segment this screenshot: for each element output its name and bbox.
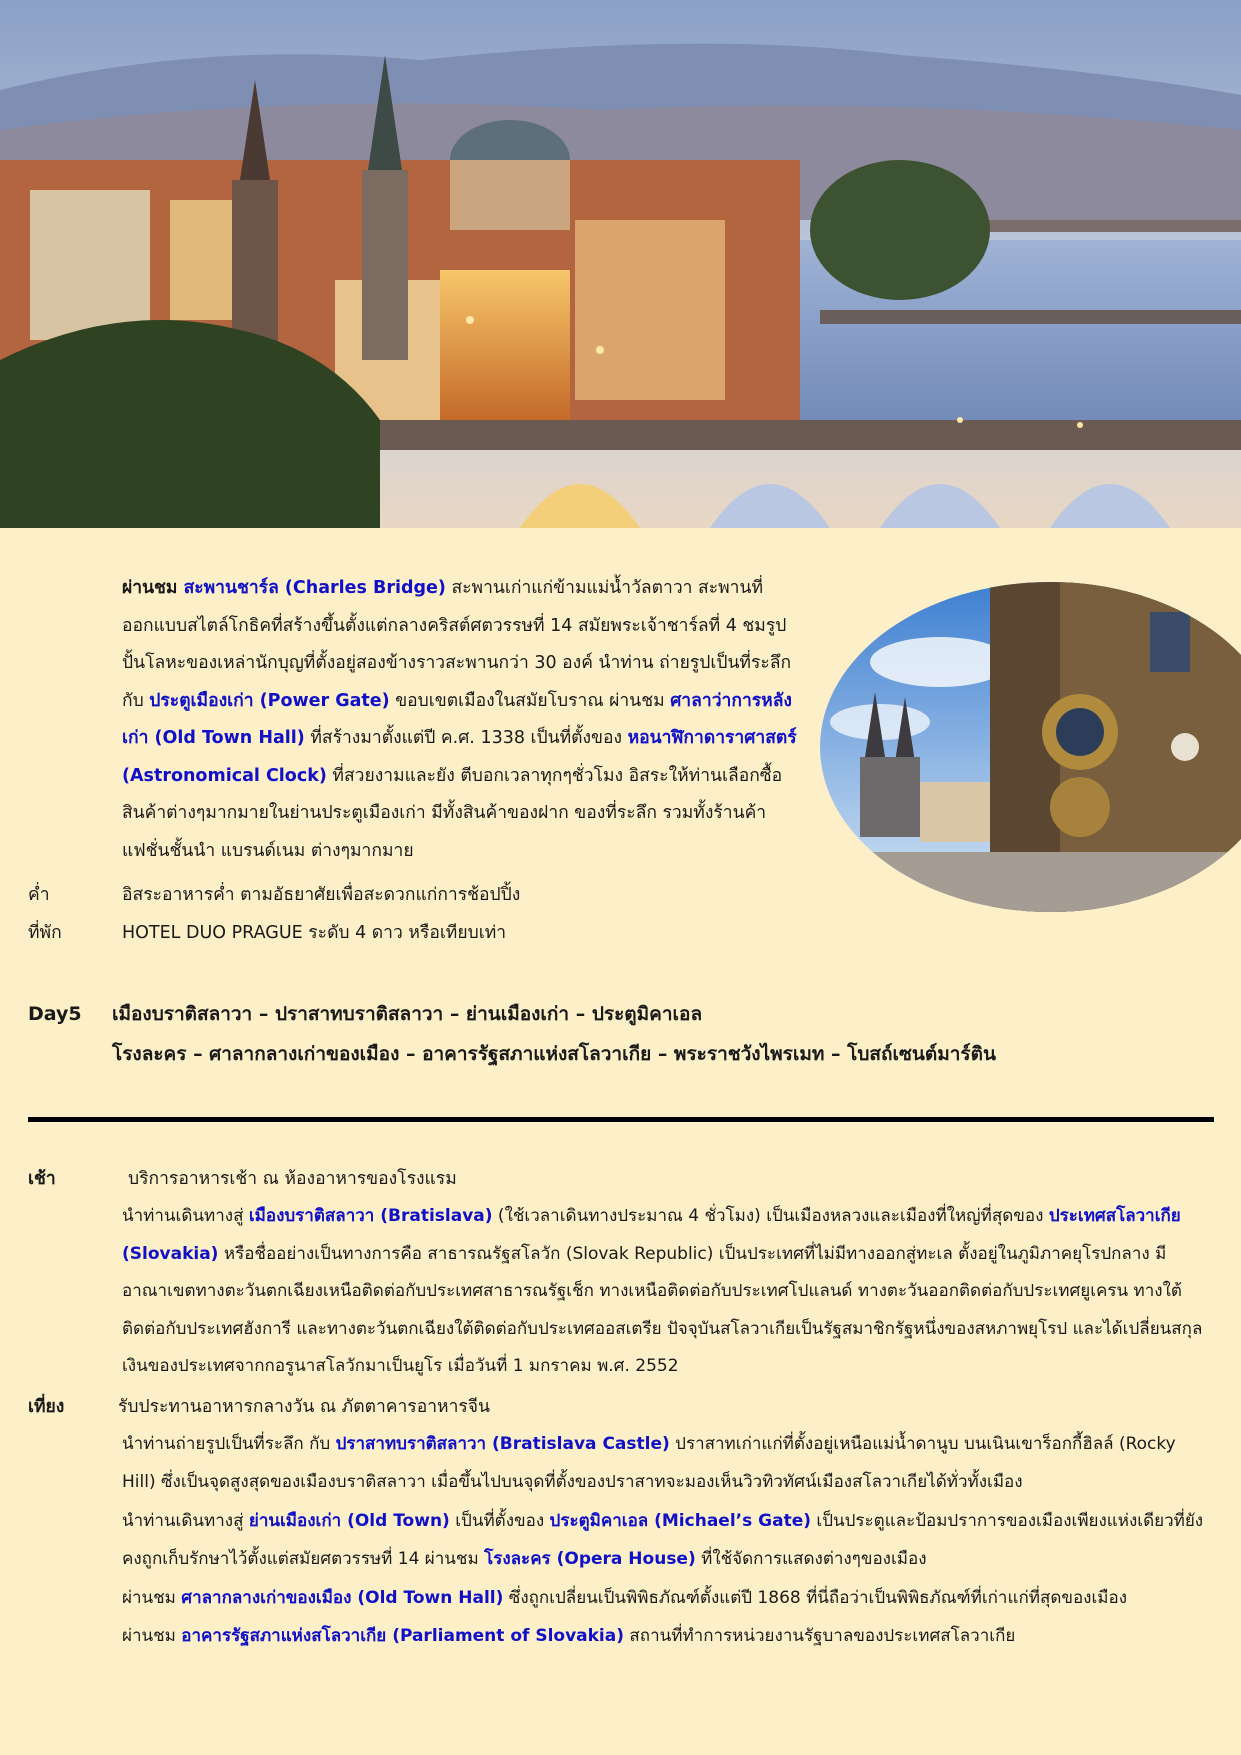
- bratislava-paragraph: [122, 1198, 1212, 1386]
- body-text: เป็นประตูและป้อมปราการของเมืองเพียงแห่งเดียวที่ยังคงถูกเก็บรักษาไว้ตั้งแต่สมัยศตวรรษที่ 14 ผ่านชม: [122, 1511, 1204, 1569]
- highlight-place-name: ย่านเมืองเก่า (Old Town): [248, 1511, 450, 1531]
- highlight-place-name: หอนาฬิกาดาราศาสตร์ (Astronomical Clock): [122, 728, 797, 786]
- lunch-text: รับประทานอาหารกลางวัน ณ ภัตตาคารอาหารจีน: [118, 1397, 491, 1417]
- hotel-label: ที่พัก: [28, 923, 62, 943]
- body-text: ที่สร้างมาตั้งแต่ปี ค.ศ. 1338 เป็นที่ตั้งของ: [304, 728, 628, 748]
- highlight-place-name: เมืองบราติสลาวา (Bratislava): [248, 1206, 493, 1226]
- body-text: สะพานเก่าแก่ข้ามแม่น้ำวัลตาวา สะพานที่ออกแบบสไตล์โกธิคที่สร้างขึ้นตั้งแต่กลางคริสต์ศตวรรษที่ 14 สมัยพระเจ้าชาร์ลที่ 4 ชมรูปปั้นโลหะของเหล่านักบุญที่ตั้งอยู่สองข้างราวสะพานกว่า 30 องค์ นำท่าน ถ่ายรูปเป็นที่ระลึก กับ: [122, 578, 792, 711]
- body-text: ที่สวยงามและยัง ตีบอกเวลาทุกๆชั่วโมง อิสระให้ท่านเลือกซื้อสินค้าต่างๆมากมายในย่านประตูเมืองเก่า มีทั้งสินค้าของฝาก ของที่ระลึก รวมทั้งร้านค้าแฟชั่นชั้นนำ แบรนด์เนม ต่างๆมากมาย: [122, 765, 783, 861]
- hotel-text: HOTEL DUO PRAGUE ระดับ 4 ดาว หรือเทียบเท่า: [122, 923, 507, 943]
- body-text: ผ่านชม: [122, 1588, 182, 1608]
- day5-title-line2: โรงละคร – ศาลากลางเก่าของเมือง – อาคารรัฐสภาแห่งสโลวาเกีย – พระราชวังไพรเมท – โบสถ์เซนต์มาร์ติน: [112, 1043, 996, 1065]
- highlight-place-name: โรงละคร (Opera House): [484, 1548, 696, 1569]
- day5-title-line1: เมืองบราติสลาวา – ปราสาทบราติสลาวา – ย่านเมืองเก่า – ประตูมิคาเอล: [112, 1003, 703, 1025]
- body-text: นำท่านเดินทางสู่: [122, 1511, 249, 1531]
- body-text: นำท่านถ่ายรูปเป็นที่ระลึก กับ: [122, 1434, 336, 1454]
- body-text: ปราสาทเก่าแก่ที่ตั้งอยู่เหนือแม่น้ำดานูบ บนเนินเขาร็อกกี้ฮิลล์ (Rocky Hill) ซึ่งเป็นจุดสูงสุดของเมืองบราติสลาวา เมื่อขึ้นไปบนจุดที่ตั้งของปราสาทจะมองเห็นวิวทิวทัศน์เมืองสโลวาเกียได้ทั่วทั้งเมือง: [122, 1434, 1176, 1492]
- old-town-paragraph: [122, 1503, 1212, 1578]
- body-text: เป็นที่ตั้งของ: [449, 1511, 550, 1531]
- bratislava-castle-paragraph: [122, 1426, 1212, 1501]
- dinner-label: ค่ำ: [28, 885, 50, 905]
- highlight-place-name: ศาลากลางเก่าของเมือง (Old Town Hall): [181, 1588, 504, 1608]
- dinner-text: อิสระอาหารค่ำ ตามอัธยาศัยเพื่อสะดวกแก่การช้อปปิ้ง: [122, 885, 521, 905]
- body-text: ที่ใช้จัดการแสดงต่างๆของเมือง: [695, 1548, 927, 1569]
- section-divider: [28, 1117, 1214, 1122]
- highlight-place-name: ประเทศสโลวาเกีย (Slovakia): [122, 1206, 1181, 1264]
- highlight-place-name: ประตูเมืองเก่า (Power Gate): [149, 690, 390, 711]
- charles-bridge-paragraph: [122, 570, 802, 870]
- highlight-place-name: อาคารรัฐสภาแห่งสโลวาเกีย (Parliament of Slovakia): [181, 1626, 625, 1646]
- highlight-place-name: สะพานชาร์ล (Charles Bridge): [183, 578, 446, 598]
- hero-photo-prague: [0, 0, 1241, 528]
- body-text: นำท่านเดินทางสู่: [122, 1206, 249, 1226]
- highlight-place-name: ประตูมิคาเอล (Michael’s Gate): [549, 1511, 811, 1531]
- body-text: ขอบเขตเมืองในสมัยโบราณ ผ่านชม: [389, 690, 671, 711]
- highlight-place-name: ศาลาว่าการหลังเก่า (Old Town Hall): [122, 690, 792, 748]
- highlight-place-name: ปราสาทบราติสลาวา (Bratislava Castle): [335, 1434, 670, 1454]
- breakfast-label: เช้า: [28, 1169, 56, 1189]
- lunch-label: เที่ยง: [28, 1397, 65, 1417]
- body-text: (ใช้เวลาเดินทางประมาณ 4 ชั่วโมง) เป็นเมืองหลวงและเมืองที่ใหญ่ที่สุดของ: [492, 1206, 1049, 1226]
- body-text: ซึ่งถูกเปลี่ยนเป็นพิพิธภัณฑ์ตั้งแต่ปี 1868 ที่นี่ถือว่าเป็นพิพิธภัณฑ์ที่เก่าแก่ที่สุดของเมือง: [503, 1588, 1128, 1608]
- old-town-hall-paragraph: [122, 1580, 1212, 1618]
- old-town-square-photo: [820, 582, 1241, 912]
- body-text: สถานที่ทำการหน่วยงานรัฐบาลของประเทศสโลวาเกีย: [624, 1626, 1016, 1646]
- parliament-paragraph: [122, 1618, 1212, 1656]
- breakfast-text: บริการอาหารเช้า ณ ห้องอาหารของโรงแรม: [128, 1169, 457, 1189]
- body-text: ผ่านชม: [122, 1626, 182, 1646]
- day5-label: Day5: [28, 1003, 82, 1025]
- body-text: หรือชื่ออย่างเป็นทางการคือ สาธารณรัฐสโลวัก (Slovak Republic) เป็นประเทศที่ไม่มีทางออกสู่ทะเล ตั้งอยู่ในภูมิภาคยุโรปกลาง มีอาณาเขตทางตะวันตกเฉียงเหนือติดต่อกับประเทศสาธารณรัฐเช็ก ทางเหนือติดต่อกับประเทศโปแลนด์ ทางตะวันออกติดต่อกับประเทศยูเครน ทางใต้ติดต่อกับประเทศฮังการี และทางตะวันตกเฉียงใต้ติดต่อกับประเทศออสเตรีย ปัจจุบันสโลวาเกียเป็นรัฐสมาชิกรัฐหนึ่งของสหภาพยุโรป และได้เปลี่ยนสกุลเงินของประเทศจากกอรูนาสโลวักมาเป็นยูโร เมื่อวันที่ 1 มกราคม พ.ศ. 2552: [122, 1243, 1203, 1376]
- bold-lead-text: ผ่านชม: [122, 578, 184, 598]
